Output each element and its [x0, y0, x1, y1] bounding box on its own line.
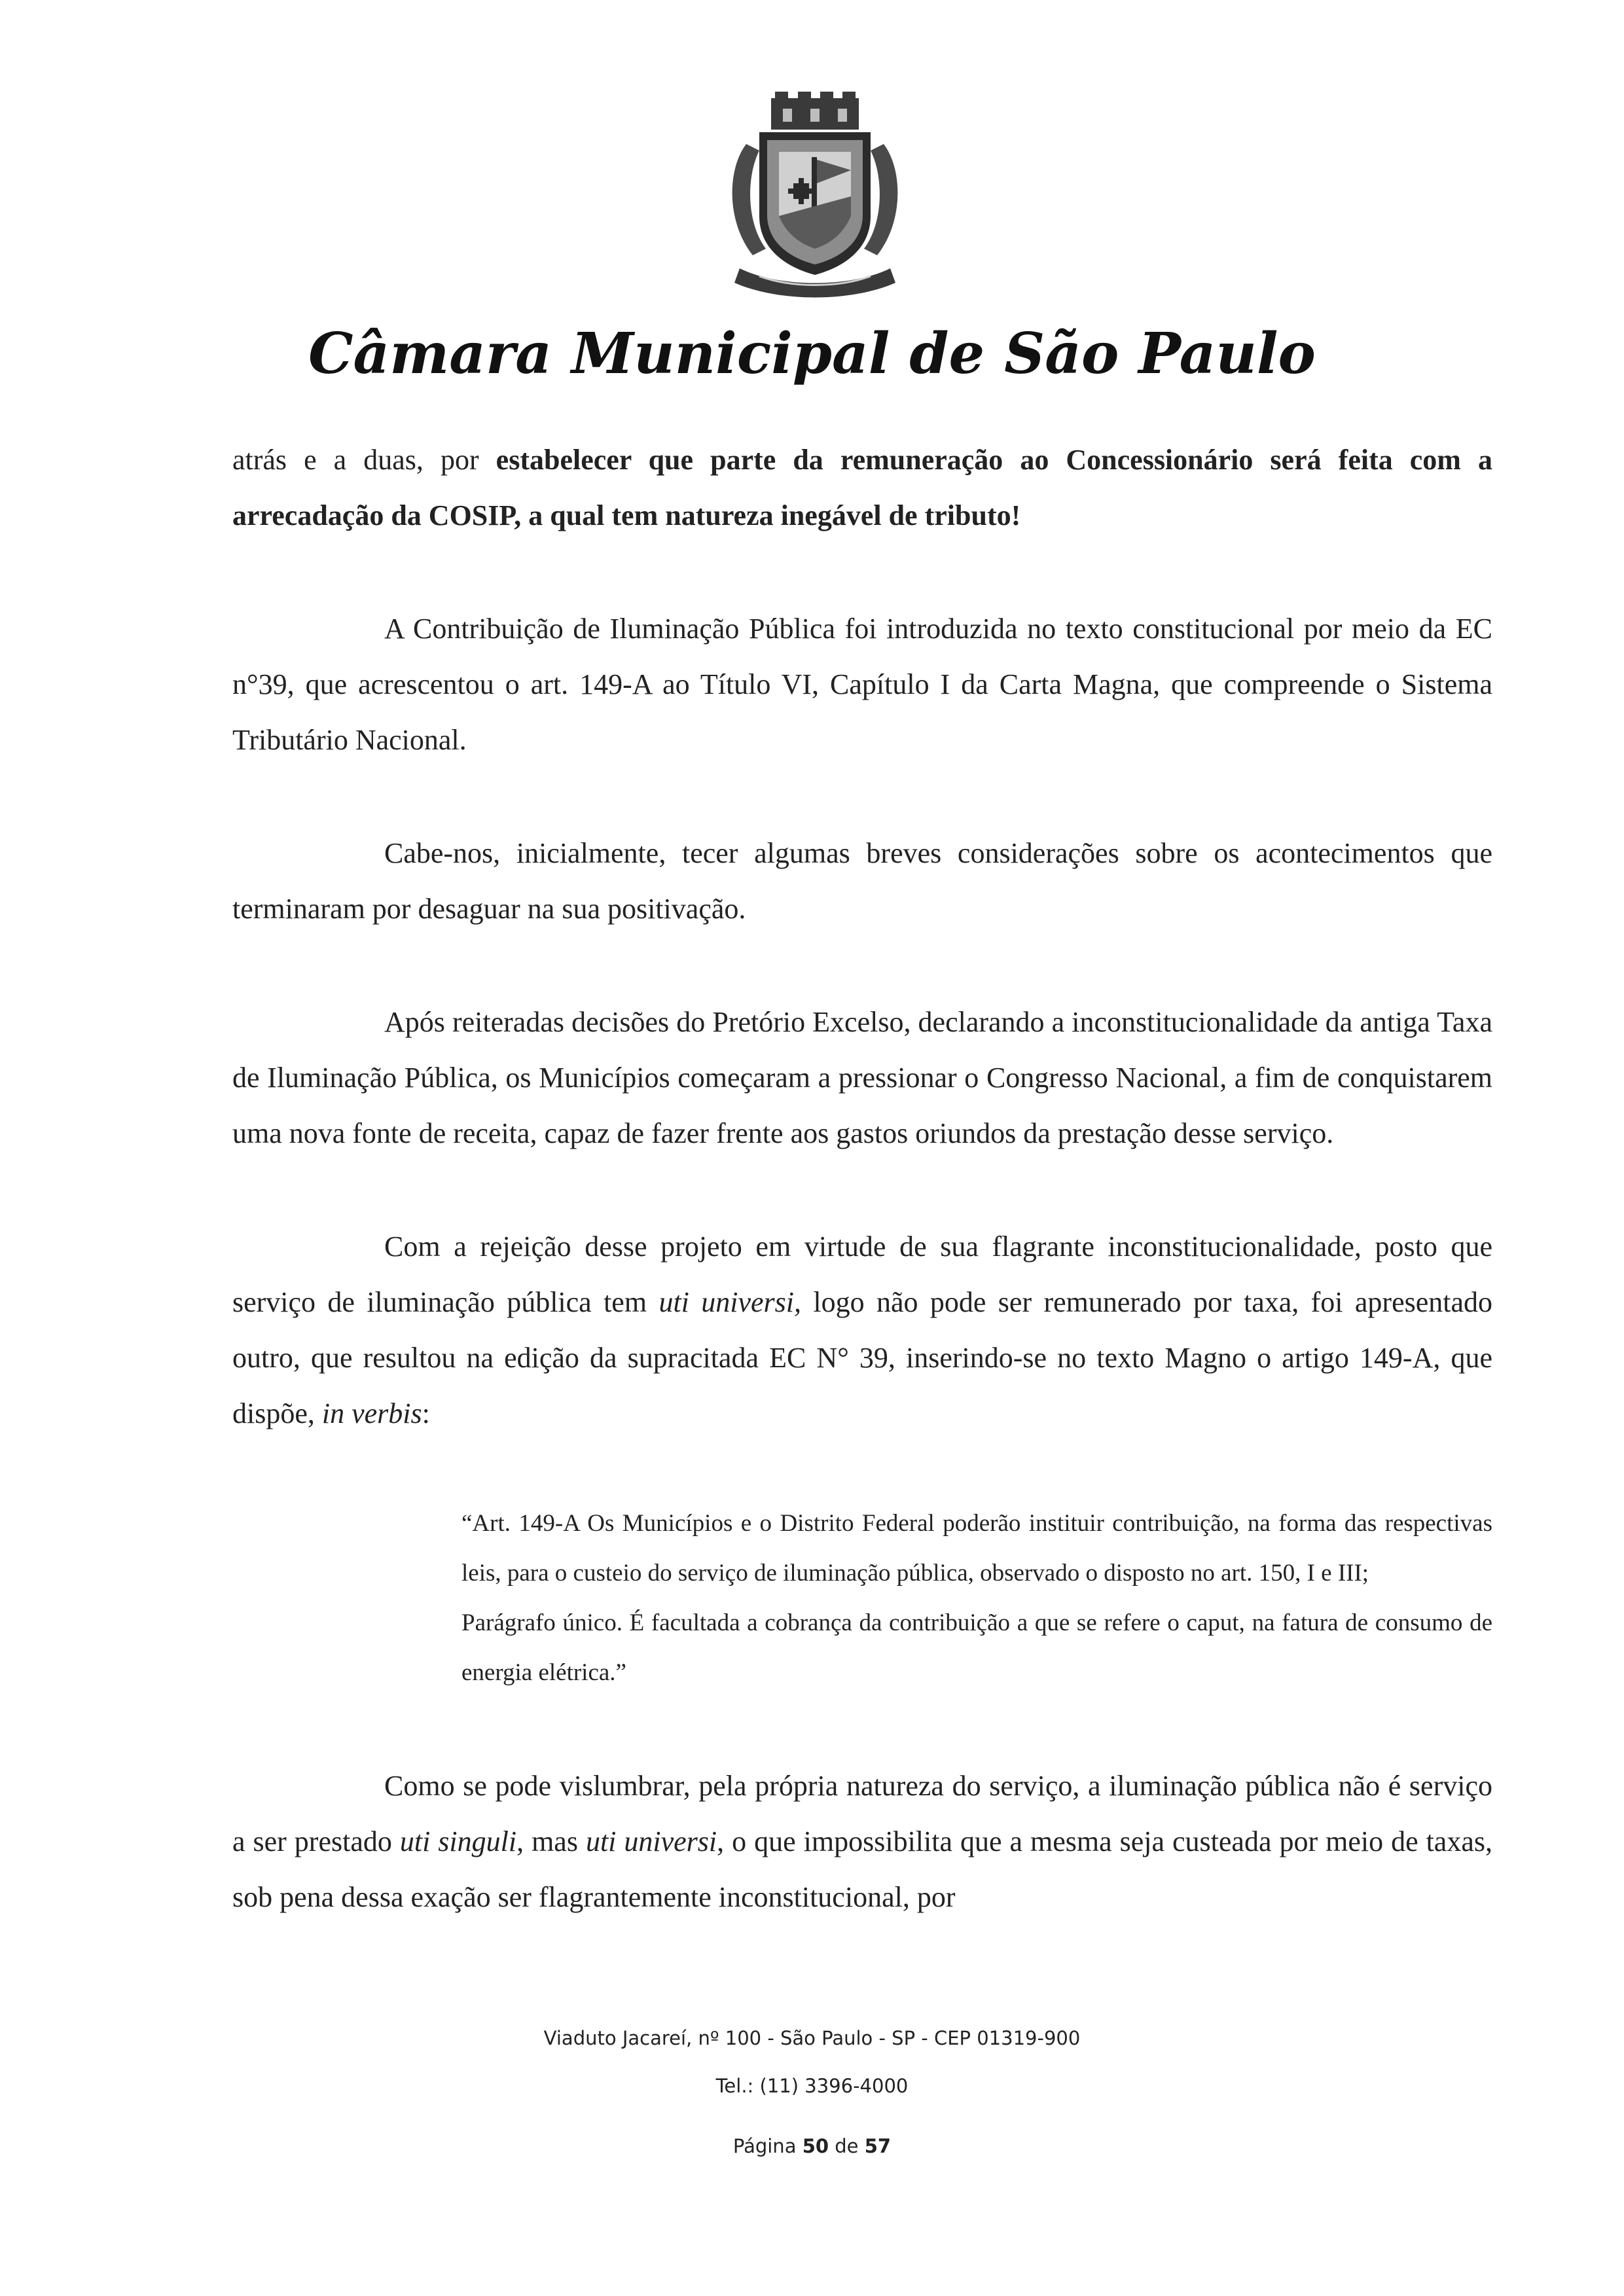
paragraph-5-text-c: : [422, 1397, 430, 1429]
document-body [232, 432, 1492, 1925]
paragraph-4: Após reiteradas decisões do Pretório Excelso, declarando a inconstitucionalidade da antiga Taxa de Iluminação Pública, os Municípios começaram a pressionar o Congresso Nacional, a fim de conquistarem uma nova fonte de receita, capaz de fazer frente aos gastos oriundos da prestação desse serviço. [232, 1006, 1492, 1149]
page-number [0, 2135, 1624, 2157]
paragraph-5 [232, 1219, 1492, 1441]
paragraph-1 [232, 432, 1492, 543]
paragraph-3: Cabe-nos, inicialmente, tecer algumas breves considerações sobre os acontecimentos que terminaram por desaguar na sua positivação. [232, 837, 1492, 925]
paragraph-6-text-a: Como se pode vislumbrar, pela própria natureza do serviço, a iluminação pública não é serviço a ser prestado [232, 1770, 1492, 1857]
paragraph-5-italic-1: uti universi, [659, 1286, 802, 1318]
paragraph-2: A Contribuição de Iluminação Pública foi introduzida no texto constitucional por meio da EC n°39, que acrescentou o art. 149-A ao Título VI, Capítulo I da Carta Magna, que compreende o Sistema Tributário Nacional. [232, 613, 1492, 756]
paragraph-6-italic-2: uti universi [585, 1825, 717, 1857]
quote-article: “Art. 149-A Os Municípios e o Distrito Federal poderão instituir contribuição, na forma das respectivas leis, para o custeio do serviço de iluminação pública, observado o disposto no art. 150, I e III; [461, 1510, 1492, 1587]
page-number-separator: de [829, 2135, 865, 2157]
coat-of-arms-icon [720, 92, 910, 301]
paragraph-6-text-b: , mas [516, 1825, 586, 1857]
paragraph-5-italic-2: in verbis [321, 1397, 422, 1429]
paragraph-6-italic-1: uti singuli [399, 1825, 517, 1857]
paragraph-5-text-b: logo não pode ser remunerado por taxa, foi apresentado outro, que resultou na edição da supracitada EC N° 39, inserindo-se no texto Magno o artigo 149-A, que dispõe, [232, 1286, 1493, 1429]
page-current: 50 [802, 2135, 829, 2157]
footer-address: Viaduto Jacareí, nº 100 - São Paulo - SP - CEP 01319-900 [543, 2027, 1081, 2049]
legal-quote [461, 1499, 1492, 1698]
paragraph-6-text-c: , o que impossibilita que a mesma seja custeada por meio de taxas, sob pena dessa exação ser flagrantemente inconstitucional, por [232, 1825, 1492, 1913]
paragraph-5-text-a: Com a rejeição desse projeto em virtude de sua flagrante inconstitucionalidade, posto que serviço de iluminação pública tem [232, 1230, 1492, 1318]
page-total: 57 [864, 2135, 892, 2157]
organization-title: Câmara Municipal de São Paulo [308, 321, 1316, 387]
footer-phone: Tel.: (11) 3396-4000 [715, 2075, 909, 2097]
paragraph-1-lead: atrás e a duas, por [232, 444, 496, 476]
paragraph-6 [232, 1758, 1492, 1925]
paragraph-1-emphasis: estabelecer que parte da remuneração ao Concessionário será feita com a arrecadação da COSIP, a qual tem natureza inegável de tributo! [232, 444, 1493, 531]
quote-paragraph-unico: Parágrafo único. É facultada a cobrança da contribuição a que se refere o caput, na fatura de consumo de energia elétrica.” [461, 1609, 1492, 1686]
page-number-prefix: Página [732, 2135, 803, 2157]
